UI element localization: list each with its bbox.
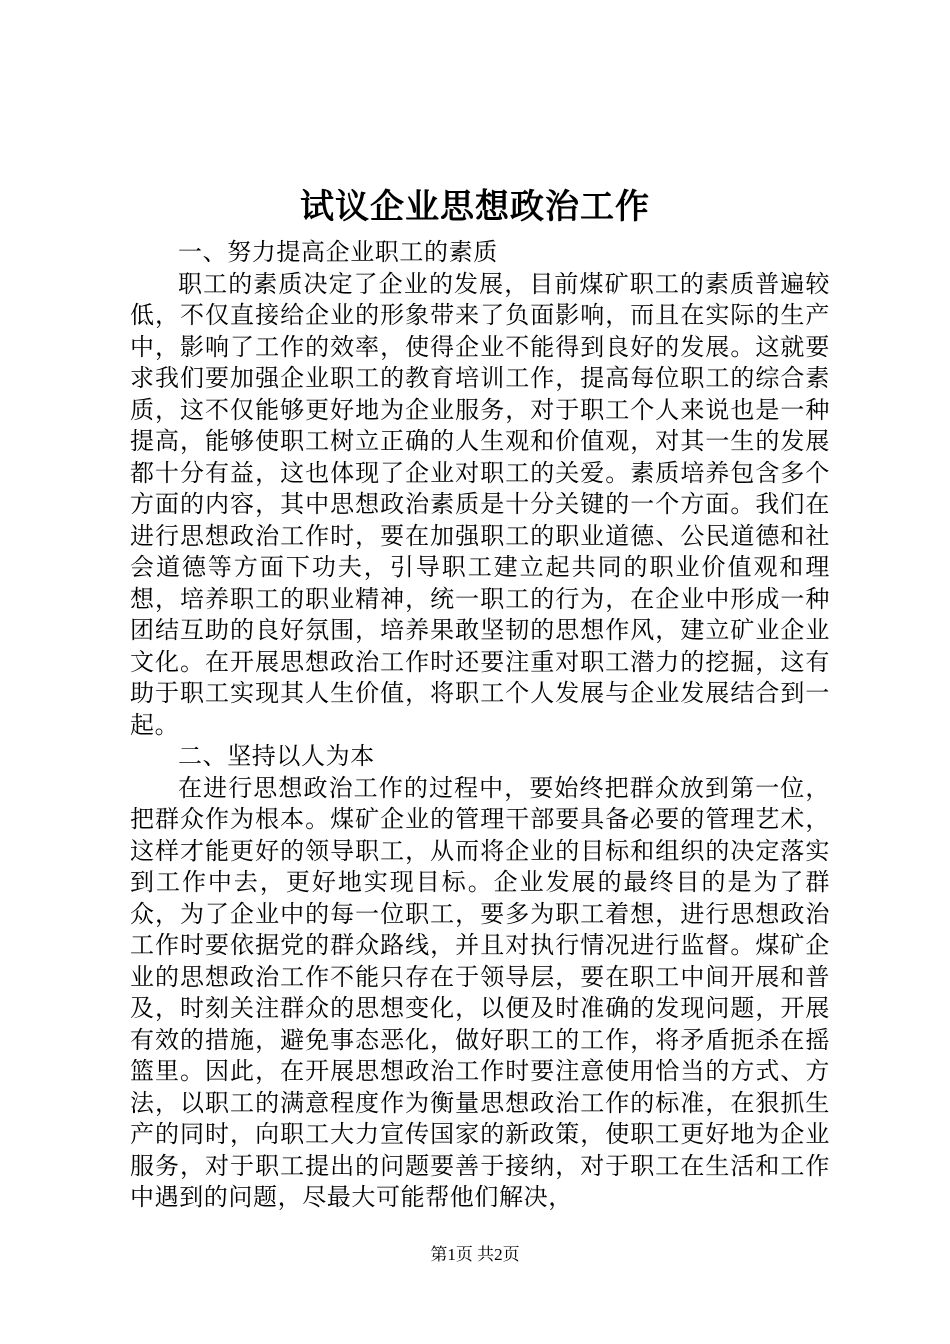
- section-1-heading: 一、努力提高企业职工的素质: [178, 238, 498, 266]
- page-footer: 第1页 共2页: [430, 1245, 520, 1264]
- section-1-paragraph: 职工的素质决定了企业的发展，目前煤矿职工的素质普遍较低，不仅直接给企业的形象带来了负面影响，而且在实际的生产中，影响了工作的效率，使得企业不能得到良好的发展。这就要求我们要加强企业职工的教育培训工作，提高每位职工的综合素质，这不仅能够更好地为企业服务，对于职工个人来说也是一种提高，能够使职工树立正确的人生观和价值观，对其一生的发展都十分有益，这也体现了企业对职工的关爱。素质培养包含多个方面的内容，其中思想政治素质是十分关键的一个方面。我们在进行思想政治工作时，要在加强职工的职业道德、公民道德和社会道德等方面下功夫，引导职工建立起共同的职业价值观和理想，培养职工的职业精神，统一职工的行为，在企业中形成一种团结互助的良好氛围，培养果敢坚韧的思想作风，建立矿业企业文化。在开展思想政治工作时还要注重对职工潜力的挖掘，这有助于职工实现其人生价值，将职工个人发展与企业发展结合到一起。: [130, 269, 830, 739]
- section-2-heading: 二、坚持以人为本: [178, 742, 375, 770]
- document-title: 试议企业思想政治工作: [300, 187, 650, 227]
- section-2-paragraph: 在进行思想政治工作的过程中，要始终把群众放到第一位，把群众作为根本。煤矿企业的管理干部要具备必要的管理艺术，这样才能更好的领导职工，从而将企业的目标和组织的决定落实到工作中去，更好地实现目标。企业发展的最终目的是为了群众，为了企业中的每一位职工，要多为职工着想，进行思想政治工作时要依据党的群众路线，并且对执行情况进行监督。煤矿企业的思想政治工作不能只存在于领导层，要在职工中间开展和普及，时刻关注群众的思想变化，以便及时准确的发现问题，开展有效的措施，避免事态恶化，做好职工的工作，将矛盾扼杀在摇篮里。因此，在开展思想政治工作时要注意使用恰当的方式、方法，以职工的满意程度作为衡量思想政治工作的标准，在狠抓生产的同时，向职工大力宣传国家的新政策，使职工更好地为企业服务，对于职工提出的问题要善于接纳，对于职工在生活和工作中遇到的问题，尽最大可能帮他们解决，: [130, 773, 830, 1211]
- document-body: [130, 237, 830, 1214]
